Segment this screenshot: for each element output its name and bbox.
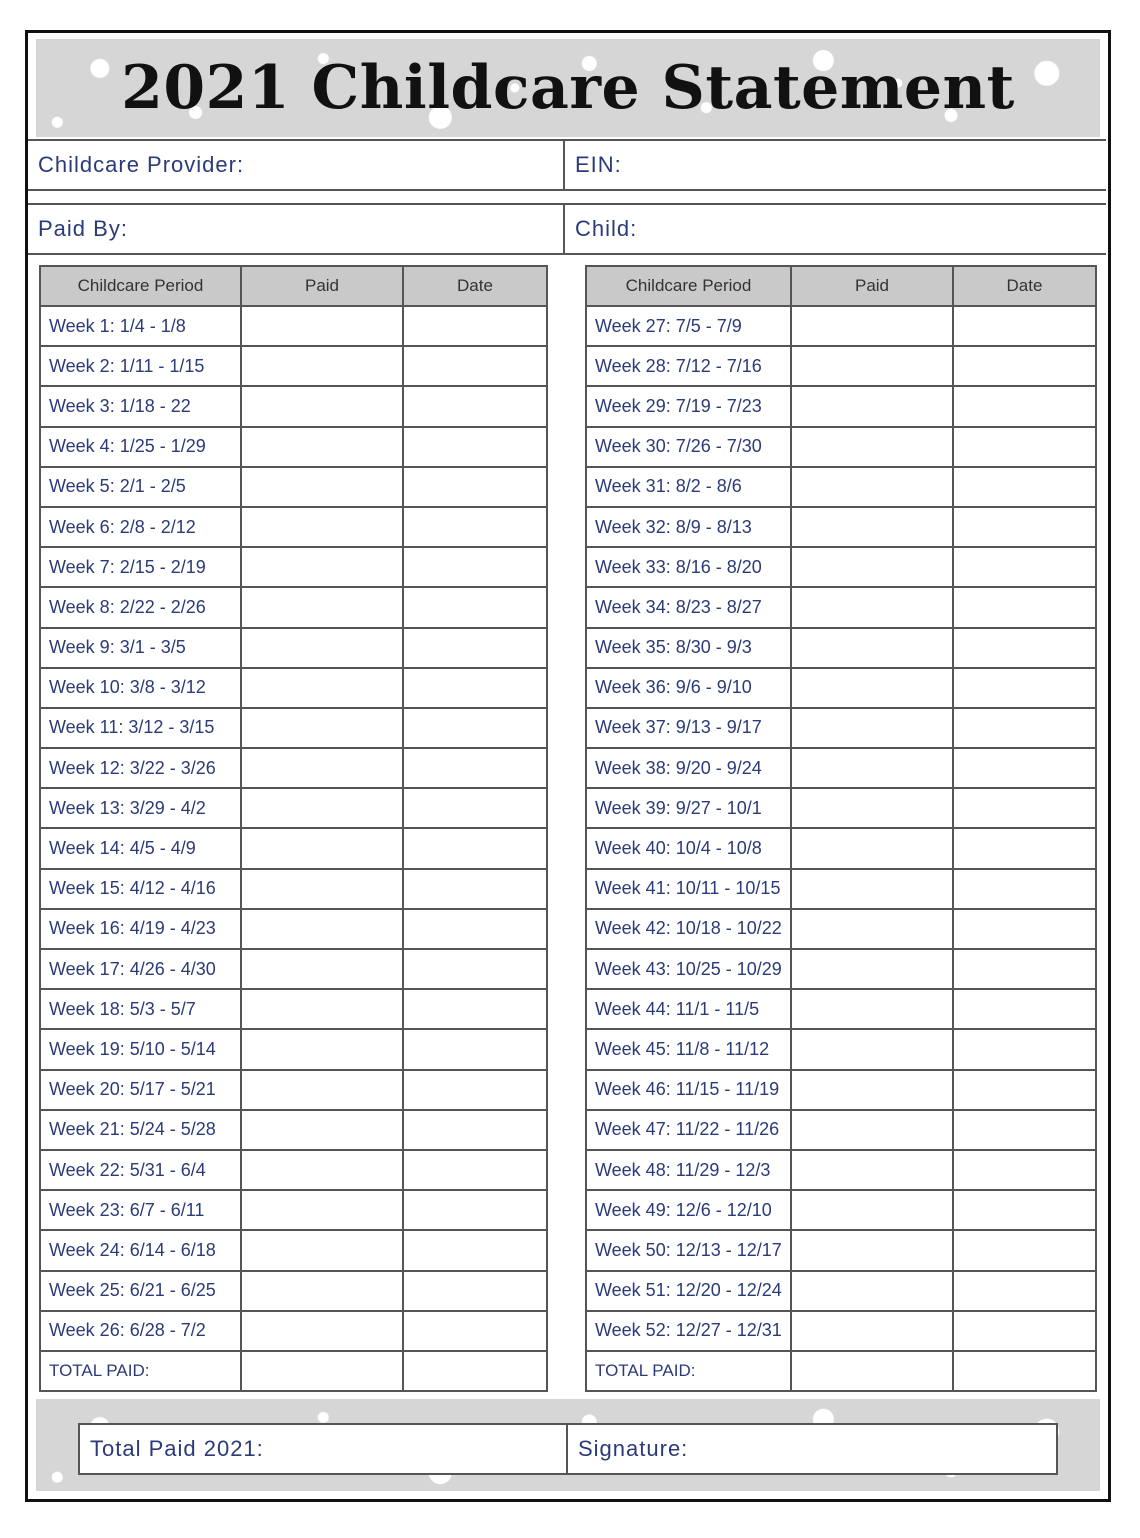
date-cell[interactable] [953, 748, 1096, 788]
week-period: Week 1: 1/4 - 1/8 [40, 306, 241, 346]
week-period: Week 40: 10/4 - 10/8 [586, 828, 791, 868]
date-cell[interactable] [953, 1070, 1096, 1110]
paid-by-field[interactable]: Paid By: [28, 205, 565, 253]
date-cell[interactable] [953, 1230, 1096, 1270]
week-period: Week 16: 4/19 - 4/23 [40, 909, 241, 949]
table-row [40, 748, 547, 788]
date-cell[interactable] [953, 1110, 1096, 1150]
week-period: Week 42: 10/18 - 10/22 [586, 909, 791, 949]
child-field[interactable]: Child: [575, 216, 638, 241]
table-row [40, 828, 547, 868]
date-cell[interactable] [403, 1230, 547, 1270]
table-row [40, 869, 547, 909]
table-row [586, 547, 1096, 587]
paid-cell[interactable] [791, 1190, 953, 1230]
paid-cell[interactable] [791, 989, 953, 1029]
week-period: Week 18: 5/3 - 5/7 [40, 989, 241, 1029]
week-period: Week 32: 8/9 - 8/13 [586, 507, 791, 547]
total-row [586, 1351, 1096, 1391]
header-date: Date [403, 266, 547, 306]
week-period: Week 30: 7/26 - 7/30 [586, 427, 791, 467]
paid-cell[interactable] [791, 386, 953, 426]
table-row [40, 346, 547, 386]
paid-cell[interactable] [241, 989, 403, 1029]
table-row [40, 1190, 547, 1230]
paid-cell[interactable] [791, 788, 953, 828]
paid-cell[interactable] [791, 828, 953, 868]
table-row [586, 1230, 1096, 1270]
paid-cell[interactable] [791, 708, 953, 748]
provider-row [28, 139, 1106, 191]
week-period: Week 6: 2/8 - 2/12 [40, 507, 241, 547]
date-cell[interactable] [403, 1110, 547, 1150]
table-row [40, 708, 547, 748]
total-paid-cell[interactable] [791, 1351, 953, 1391]
date-cell[interactable] [403, 1271, 547, 1311]
week-period: Week 15: 4/12 - 4/16 [40, 869, 241, 909]
paid-cell[interactable] [241, 587, 403, 627]
paid-cell[interactable] [241, 1110, 403, 1150]
provider-field[interactable]: Childcare Provider: [28, 141, 565, 189]
week-period: Week 28: 7/12 - 7/16 [586, 346, 791, 386]
week-period: Week 41: 10/11 - 10/15 [586, 869, 791, 909]
table-row [40, 547, 547, 587]
week-period: Week 23: 6/7 - 6/11 [40, 1190, 241, 1230]
table-row [40, 989, 547, 1029]
date-cell[interactable] [953, 1029, 1096, 1069]
week-period: Week 8: 2/22 - 2/26 [40, 587, 241, 627]
table-row [586, 1029, 1096, 1069]
date-cell[interactable] [953, 587, 1096, 627]
date-cell[interactable] [403, 1070, 547, 1110]
paid-cell[interactable] [241, 909, 403, 949]
table-row [586, 1070, 1096, 1110]
table-row [586, 748, 1096, 788]
date-cell[interactable] [953, 788, 1096, 828]
date-cell[interactable] [403, 989, 547, 1029]
paid-cell[interactable] [241, 788, 403, 828]
header-paid: Paid [241, 266, 403, 306]
table-row [40, 1230, 547, 1270]
header-paid: Paid [791, 266, 953, 306]
date-cell[interactable] [403, 869, 547, 909]
table-row [40, 909, 547, 949]
table-row [586, 346, 1096, 386]
week-period: Week 45: 11/8 - 11/12 [586, 1029, 791, 1069]
week-period: Week 38: 9/20 - 9/24 [586, 748, 791, 788]
table-row [586, 828, 1096, 868]
week-period: Week 20: 5/17 - 5/21 [40, 1070, 241, 1110]
table-row [586, 1271, 1096, 1311]
paid-cell[interactable] [241, 507, 403, 547]
table-row [40, 1029, 547, 1069]
table-row [586, 949, 1096, 989]
date-cell[interactable] [403, 748, 547, 788]
total-paid-cell[interactable] [241, 1351, 403, 1391]
week-period: Week 36: 9/6 - 9/10 [586, 668, 791, 708]
header-date: Date [953, 266, 1096, 306]
table-row [586, 1190, 1096, 1230]
paid-cell[interactable] [791, 949, 953, 989]
date-cell[interactable] [953, 547, 1096, 587]
date-cell[interactable] [953, 386, 1096, 426]
table-row [586, 507, 1096, 547]
week-period: Week 17: 4/26 - 4/30 [40, 949, 241, 989]
totals-box [78, 1423, 1058, 1475]
paid-cell[interactable] [241, 1070, 403, 1110]
paid-cell[interactable] [791, 628, 953, 668]
week-period: Week 31: 8/2 - 8/6 [586, 467, 791, 507]
table-row [40, 1150, 547, 1190]
paid-cell[interactable] [791, 869, 953, 909]
date-cell[interactable] [403, 386, 547, 426]
week-period: Week 4: 1/25 - 1/29 [40, 427, 241, 467]
week-period: Week 47: 11/22 - 11/26 [586, 1110, 791, 1150]
week-period: Week 52: 12/27 - 12/31 [586, 1311, 791, 1351]
date-cell[interactable] [403, 587, 547, 627]
paid-cell[interactable] [241, 306, 403, 346]
table-row [40, 1070, 547, 1110]
week-period: Week 49: 12/6 - 12/10 [586, 1190, 791, 1230]
date-cell[interactable] [953, 507, 1096, 547]
page-title: 2021 Childcare Statement [121, 53, 1015, 123]
week-period: Week 10: 3/8 - 3/12 [40, 668, 241, 708]
paid-cell[interactable] [241, 668, 403, 708]
week-period: Week 13: 3/29 - 4/2 [40, 788, 241, 828]
paid-cell[interactable] [241, 628, 403, 668]
table-row [40, 427, 547, 467]
week-period: Week 22: 5/31 - 6/4 [40, 1150, 241, 1190]
paid-cell[interactable] [791, 1150, 953, 1190]
paid-cell[interactable] [241, 708, 403, 748]
date-cell[interactable] [953, 828, 1096, 868]
paid-cell[interactable] [241, 949, 403, 989]
date-cell[interactable] [953, 1311, 1096, 1351]
week-period: Week 51: 12/20 - 12/24 [586, 1271, 791, 1311]
table-row [586, 1311, 1096, 1351]
week-period: Week 43: 10/25 - 10/29 [586, 949, 791, 989]
week-period: Week 26: 6/28 - 7/2 [40, 1311, 241, 1351]
ein-field[interactable]: EIN: [575, 152, 622, 177]
table-row [586, 467, 1096, 507]
date-cell[interactable] [403, 346, 547, 386]
weeks-table-right [585, 265, 1097, 1392]
week-period: Week 3: 1/18 - 22 [40, 386, 241, 426]
paid-cell[interactable] [791, 306, 953, 346]
week-period: Week 14: 4/5 - 4/9 [40, 828, 241, 868]
date-cell[interactable] [403, 949, 547, 989]
header-period: Childcare Period [586, 266, 791, 306]
header-period: Childcare Period [40, 266, 241, 306]
table-row [586, 386, 1096, 426]
date-cell[interactable] [953, 1150, 1096, 1190]
table-row [40, 788, 547, 828]
paid-cell[interactable] [791, 547, 953, 587]
week-period: Week 29: 7/19 - 7/23 [586, 386, 791, 426]
paid-cell[interactable] [791, 346, 953, 386]
date-cell[interactable] [403, 507, 547, 547]
date-cell[interactable] [403, 628, 547, 668]
date-cell[interactable] [953, 708, 1096, 748]
week-period: Week 19: 5/10 - 5/14 [40, 1029, 241, 1069]
date-cell[interactable] [953, 306, 1096, 346]
date-cell[interactable] [403, 708, 547, 748]
date-cell[interactable] [403, 909, 547, 949]
paid-cell[interactable] [241, 346, 403, 386]
paid-cell[interactable] [241, 1271, 403, 1311]
table-row [40, 628, 547, 668]
table-row [586, 869, 1096, 909]
date-cell[interactable] [403, 1150, 547, 1190]
week-period: Week 50: 12/13 - 12/17 [586, 1230, 791, 1270]
paid-cell[interactable] [241, 1150, 403, 1190]
paid-cell[interactable] [241, 1230, 403, 1270]
paid-cell[interactable] [241, 386, 403, 426]
total-paid-label: TOTAL PAID: [40, 1351, 241, 1391]
paid-cell[interactable] [241, 748, 403, 788]
date-cell[interactable] [953, 909, 1096, 949]
date-cell[interactable] [953, 1190, 1096, 1230]
week-period: Week 24: 6/14 - 6/18 [40, 1230, 241, 1270]
week-period: Week 5: 2/1 - 2/5 [40, 467, 241, 507]
week-period: Week 44: 11/1 - 11/5 [586, 989, 791, 1029]
table-row [586, 1150, 1096, 1190]
date-cell[interactable] [403, 547, 547, 587]
table-row [40, 587, 547, 627]
week-period: Week 2: 1/11 - 1/15 [40, 346, 241, 386]
week-period: Week 48: 11/29 - 12/3 [586, 1150, 791, 1190]
paid-cell[interactable] [241, 1190, 403, 1230]
paid-cell[interactable] [791, 1029, 953, 1069]
paid-cell[interactable] [241, 427, 403, 467]
table-row [40, 1271, 547, 1311]
paid-cell[interactable] [791, 748, 953, 788]
date-cell[interactable] [953, 467, 1096, 507]
date-cell[interactable] [953, 668, 1096, 708]
table-row [40, 507, 547, 547]
table-row [40, 668, 547, 708]
date-cell[interactable] [953, 869, 1096, 909]
week-period: Week 39: 9/27 - 10/1 [586, 788, 791, 828]
paid-cell[interactable] [241, 828, 403, 868]
paid-cell[interactable] [791, 1230, 953, 1270]
table-row [586, 1110, 1096, 1150]
date-cell[interactable] [953, 427, 1096, 467]
paid-cell[interactable] [241, 1029, 403, 1069]
date-cell[interactable] [403, 828, 547, 868]
paid-cell[interactable] [241, 547, 403, 587]
table-row [586, 788, 1096, 828]
week-period: Week 34: 8/23 - 8/27 [586, 587, 791, 627]
table-row [586, 628, 1096, 668]
date-cell[interactable] [403, 467, 547, 507]
table-row [40, 1110, 547, 1150]
week-period: Week 33: 8/16 - 8/20 [586, 547, 791, 587]
total-row [40, 1351, 547, 1391]
paid-cell[interactable] [791, 1271, 953, 1311]
signature-field[interactable]: Signature: [578, 1436, 689, 1461]
date-cell[interactable] [953, 1271, 1096, 1311]
table-row [586, 909, 1096, 949]
total-date-cell[interactable] [403, 1351, 547, 1391]
week-period: Week 27: 7/5 - 7/9 [586, 306, 791, 346]
total-paid-label: TOTAL PAID: [586, 1351, 791, 1391]
table-row [40, 386, 547, 426]
table-row [586, 708, 1096, 748]
paid-cell[interactable] [791, 909, 953, 949]
table-row [586, 989, 1096, 1029]
table-row [586, 427, 1096, 467]
date-cell[interactable] [403, 788, 547, 828]
paid-cell[interactable] [241, 1311, 403, 1351]
weeks-table-left [39, 265, 548, 1392]
week-period: Week 46: 11/15 - 11/19 [586, 1070, 791, 1110]
week-period: Week 7: 2/15 - 2/19 [40, 547, 241, 587]
week-period: Week 9: 3/1 - 3/5 [40, 628, 241, 668]
paid-cell[interactable] [791, 507, 953, 547]
date-cell[interactable] [403, 427, 547, 467]
date-cell[interactable] [953, 949, 1096, 989]
table-row [586, 668, 1096, 708]
week-period: Week 35: 8/30 - 9/3 [586, 628, 791, 668]
table-row [40, 306, 547, 346]
table-row [586, 306, 1096, 346]
table-row [586, 587, 1096, 627]
paid-cell[interactable] [791, 668, 953, 708]
date-cell[interactable] [403, 306, 547, 346]
date-cell[interactable] [403, 668, 547, 708]
total-paid-year-field[interactable]: Total Paid 2021: [80, 1425, 568, 1473]
paid-cell[interactable] [791, 467, 953, 507]
payer-row [28, 203, 1106, 255]
date-cell[interactable] [953, 989, 1096, 1029]
table-row [40, 1311, 547, 1351]
paid-cell[interactable] [791, 1070, 953, 1110]
statement-frame [25, 30, 1111, 1502]
date-cell[interactable] [403, 1311, 547, 1351]
paid-cell[interactable] [791, 587, 953, 627]
date-cell[interactable] [403, 1029, 547, 1069]
date-cell[interactable] [403, 1190, 547, 1230]
week-period: Week 12: 3/22 - 3/26 [40, 748, 241, 788]
week-period: Week 37: 9/13 - 9/17 [586, 708, 791, 748]
date-cell[interactable] [953, 346, 1096, 386]
paid-cell[interactable] [791, 1311, 953, 1351]
total-date-cell[interactable] [953, 1351, 1096, 1391]
paid-cell[interactable] [241, 467, 403, 507]
paid-cell[interactable] [791, 1110, 953, 1150]
date-cell[interactable] [953, 628, 1096, 668]
paid-cell[interactable] [241, 869, 403, 909]
table-row [40, 949, 547, 989]
paid-cell[interactable] [791, 427, 953, 467]
week-period: Week 11: 3/12 - 3/15 [40, 708, 241, 748]
week-period: Week 25: 6/21 - 6/25 [40, 1271, 241, 1311]
week-period: Week 21: 5/24 - 5/28 [40, 1110, 241, 1150]
table-row [40, 467, 547, 507]
